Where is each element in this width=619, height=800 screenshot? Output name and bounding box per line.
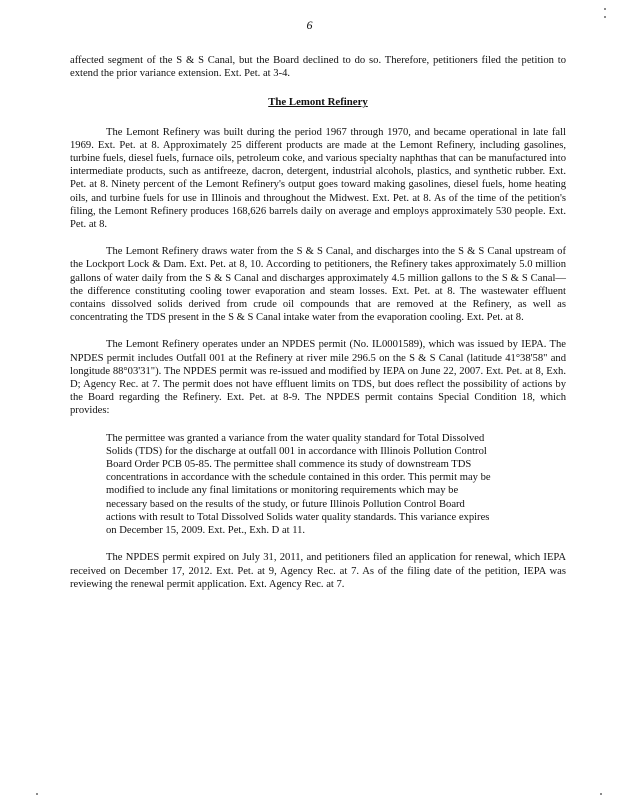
page-number: 6 xyxy=(306,18,313,32)
paragraph-water-use: The Lemont Refinery draws water from the S & S Canal, and discharges into the S & S Canal upstream of the Lockport Lock & Dam. Ext. Pet. at 8, 10. According to petitioners, the Refinery takes approximately 5.0 million gallons of water daily from the S & S Canal and discharges approximately 4.5 million gallons to the S & S Canal—the difference constituting cooling tower evaporation and steam losses. Ext. Pet. at 8. The wastewater effluent contains dissolved solids derived from crude oil compounds that are removed at the Refinery, as well as concentrating the TDS present in the S & S Canal intake water from the evaporation cooling. Ext. Pet. at 8. xyxy=(70,246,566,324)
paragraph-npdes-permit: The Lemont Refinery operates under an NPDES permit (No. IL0001589), which was issued by IEPA. The NPDES permit includes Outfall 001 at the Refinery at river mile 296.5 on the S & S Canal (latitude 41°38'58" and longitude 88°03'31"). The NPDES permit was re-issued and modified by IEPA on June 22, 2007. Ext. Pet. at 8, Exh. D; Agency Rec. at 7. The permit does not have effluent limits on TDS, but does reflect the possibility of actions by the Board regarding the Refinery. Ext. Pet. at 8-9. The NPDES permit contains Special Condition 18, which provides: xyxy=(70,339,566,417)
scan-speck xyxy=(604,16,606,18)
paragraph-permit-renewal: The NPDES permit expired on July 31, 2011, and petitioners filed an application for renewal, which IEPA received on December 17, 2012. Ext. Pet. at 9, Agency Rec. at 7. As of the filing date of the petition, IEPA was reviewing the renewal permit application. Ext. Agency Rec. at 7. xyxy=(70,552,566,590)
scan-speck xyxy=(600,793,602,795)
scan-speck xyxy=(36,793,38,795)
scan-speck xyxy=(604,8,606,10)
paragraph-continued: affected segment of the S & S Canal, but the Board declined to do so. Therefore, petitioners filed the petition to extend the prior variance extension. Ext. Pet. at 3-4. xyxy=(70,55,566,80)
block-quote-special-condition: The permittee was granted a variance from the water quality standard for Total Dissolved Solids (TDS) for the discharge at outfall 001 in accordance with Illinois Pollution Control Board Order PCB 05-85. The permittee shall commence its study of downstream TDS concentrations in accordance with the schedule contained in this order. This permit may be modified to include any final limitations or monitoring requirements which may be necessary based on the results of the study, or future Illinois Pollution Control Board actions with result to Total Dissolved Solids water quality standards. This variance expires on December 15, 2009. Ext. Pet., Exh. D at 11. xyxy=(106,432,491,537)
document-body xyxy=(70,54,566,591)
paragraph-refinery-history: The Lemont Refinery was built during the period 1967 through 1970, and became operational in late fall 1969. Ext. Pet. at 8. Approximately 25 different products are made at the Lemont Refinery, including gasolines, turbine fuels, diesel fuels, furnace oils, petroleum coke, and various specialty naphthas that can be manufactured into intermediate products, such as antifreeze, dacron, detergent, industrial alcohols, plastics, and synthetic rubber. Ext. Pet. at 8. Ninety percent of the Lemont Refinery's output goes toward making gasolines, diesel fuels, home heating oils, and turbine fuels for use in Illinois and throughout the Midwest. Ext. Pet. at 8. As of the time of the petition's filing, the Lemont Refinery produces 168,626 barrels daily on average and employs approximately 530 people. Ext. Pet. at 8. xyxy=(70,126,566,231)
section-heading: The Lemont Refinery xyxy=(268,96,368,109)
